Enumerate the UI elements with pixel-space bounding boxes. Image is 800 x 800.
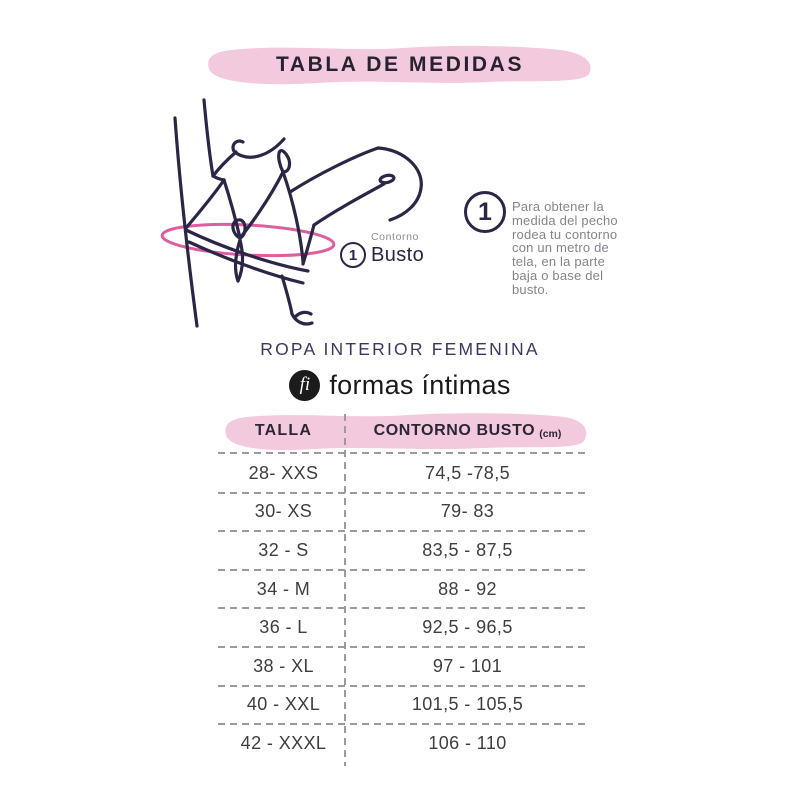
size-column-header: TALLA [254, 422, 313, 439]
size-cell: 28- XXS [248, 462, 319, 483]
size-table [222, 411, 590, 763]
torso-outline [175, 100, 421, 326]
brand-lockup [0, 370, 800, 401]
step-number-circle [464, 191, 506, 233]
bust-cell: 101,5 - 105,5 [411, 694, 524, 715]
bust-cell: 79- 83 [440, 501, 495, 522]
table-row [222, 608, 590, 647]
bust-cell: 106 - 110 [428, 732, 507, 753]
tape-label-number: 1 [348, 246, 358, 264]
brand-logo-icon [289, 370, 320, 401]
table-row [222, 647, 590, 686]
size-table-body [222, 454, 590, 763]
table-row [222, 531, 590, 570]
category-title: ROPA INTERIOR FEMENINA [260, 339, 540, 359]
bust-cell: 83,5 - 87,5 [422, 539, 513, 560]
bra-outline [186, 151, 308, 283]
tape-label-contorno: Contorno [371, 231, 419, 243]
bust-column-header [345, 411, 590, 451]
size-cell: 34 - M [256, 578, 311, 599]
bust-measure-illustration [140, 88, 480, 338]
table-row [222, 454, 590, 493]
step-instruction-text: Para obtener la medida del pecho rodea tu contorno con un metro de tela, en la parte baja o base del busto. [512, 199, 618, 297]
brand-name: formas íntimas [329, 370, 511, 400]
page-title: TABLA DE MEDIDAS [275, 52, 525, 76]
tape-label-circle [340, 242, 366, 268]
table-row [222, 724, 590, 763]
table-row [222, 570, 590, 609]
bust-cell: 74,5 -78,5 [424, 462, 511, 483]
table-row [222, 493, 590, 532]
bust-cell: 88 - 92 [438, 578, 497, 599]
bust-column-header-label: CONTORNO BUSTO [373, 422, 536, 439]
size-cell: 38 - XL [253, 655, 314, 676]
size-cell: 42 - XXXL [240, 732, 327, 753]
title-banner [203, 43, 597, 86]
size-table-header [222, 411, 590, 451]
bust-unit-label: (cm) [539, 428, 562, 440]
tape-label-busto: Busto [371, 243, 425, 266]
bust-cell: 92,5 - 96,5 [422, 617, 513, 638]
bust-cell: 97 - 101 [432, 655, 503, 676]
size-cell: 30- XS [254, 501, 313, 522]
size-cell: 36 - L [259, 617, 308, 638]
size-cell: 40 - XXL [246, 694, 321, 715]
table-row [222, 686, 590, 725]
column-divider [344, 414, 346, 766]
tape-label [371, 232, 424, 265]
brand-monogram: fi [299, 373, 311, 395]
step-number: 1 [478, 197, 492, 226]
size-cell: 32 - S [258, 539, 309, 560]
